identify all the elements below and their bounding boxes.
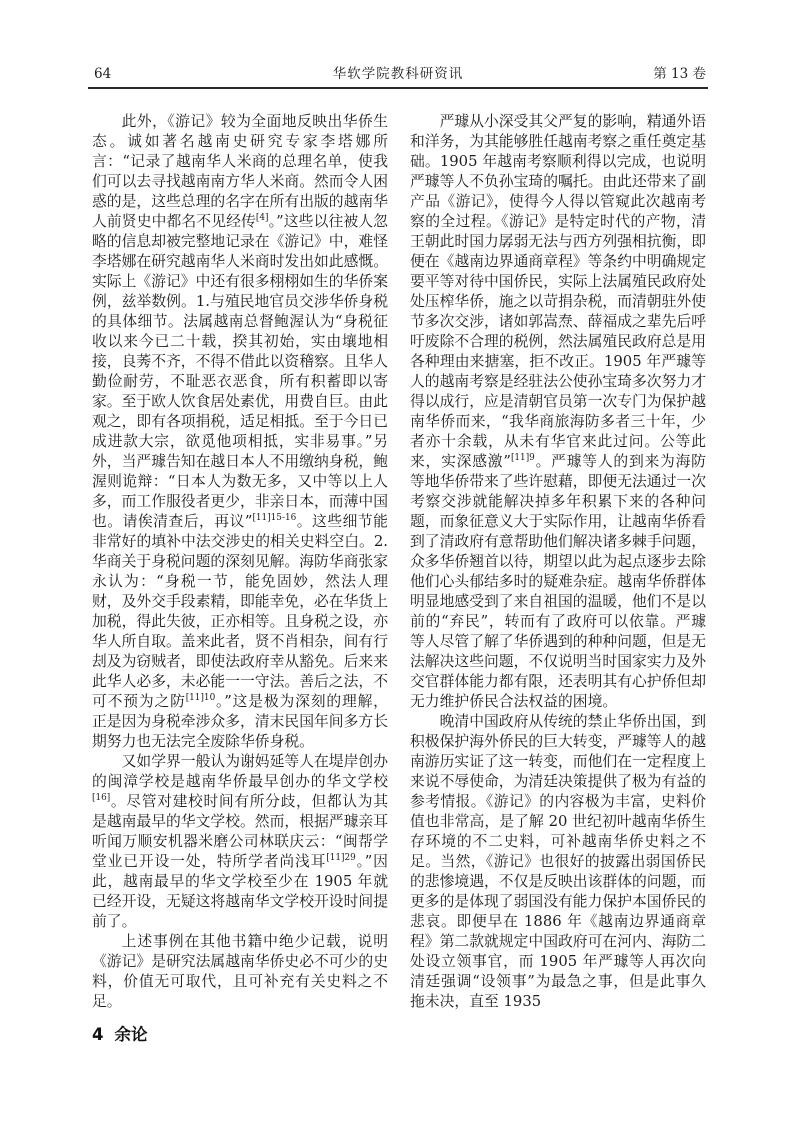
section-number: 4 <box>92 1025 104 1044</box>
citation-superscript: [11]9 <box>510 453 535 464</box>
page-number: 64 <box>94 66 112 82</box>
paragraph: 又如学界一般认为谢妈延等人在堤岸创办的闽漳学校是越南华侨最早创办的华文学校[16]。尽管对建校时间有所分歧，但都认为其是越南最早的华文学校。然而，根据严璩亲耳听闻万顺安机器米磨公司林联庆云：“闽帮学堂业已开设一处，特所学者尚浅耳$^{[11]29}$。”因此，越南最早的华文学校至少在 1905 年就已经开设，无疑这将越南华文学校开设时间提前了。 <box>92 753 388 930</box>
citation-superscript: [4] <box>255 213 269 224</box>
section-heading <box>92 1025 388 1045</box>
journal-title: 华软学院教科研资讯 <box>332 66 464 82</box>
citation-superscript: [16] <box>92 793 111 804</box>
left-column <box>92 112 388 1045</box>
paragraph: 晚清中国政府从传统的禁止华侨出国，到积极保护海外侨民的巨大转变，严璩等人的越南游历实证了这一转变，而他们在一定程度上来说不辱使命，为清廷决策提供了极为有益的参考情报。《游记》的内容极为丰富，史料价值也非常高，是了解 20 世纪初叶越南华侨生存环境的不二史料，可补越南华侨史料之不足。当然，《游记》也很好的披露出弱国侨民的悲惨境遇，不仅是反映出该群体的问题，而更多的是体现了弱国没有能力保护本国侨民的悲哀。即便早在 1886 年《越南边界通商章程》第二款就规定中国政府可在河内、海防二处设立领事官，而 1905 年严璩等人再次向清廷强调“设领事”为最急之事，但是此事久拖未决，直至 1935 <box>410 713 706 1010</box>
citation-superscript: [11]15-16 <box>252 513 297 524</box>
citation-superscript: [11]29 <box>326 853 356 864</box>
citation-superscript: [11]10 <box>185 693 216 704</box>
paragraph: 上述事例在其他书籍中绝少记载，说明《游记》是研究法属越南华侨史必不可少的史料，价值无可取代，且可补充有关史料之不足。 <box>92 933 388 1010</box>
right-column <box>410 112 706 1012</box>
volume-label: 第 13 卷 <box>653 66 706 82</box>
page-header <box>88 64 708 89</box>
section-title: 余论 <box>114 1025 148 1044</box>
paragraph: 严璩从小深受其父严复的影响，精通外语和洋务，为其能够胜任越南考察之重任奠定基础。1905 年越南考察顺利得以完成，也说明严璩等人不负孙宝琦的嘱托。由此还带来了副产品《游记》，使得今人得以管窥此次越南考察的全过程。《游记》是特定时代的产物，清王朝此时国力孱弱无法与西方列强相抗衡，即便在《越南边界通商章程》等条约中明确规定要平等对待中国侨民，实际上法属殖民政府处处压榨华侨，施之以苛捐杂税，而清朝驻外使节多次交涉，诸如郭嵩焘、薛福成之辈先后呼吁废除不合理的税例，然法属殖民政府总是用各种理由来搪塞，拒不改正。1905 年严璩等人的越南考察是经驻法公使孙宝琦多次努力才得以成行，应是清朝官员第一次专门为保护越南华侨而来，“我华商旅海防多者三十年，少者亦十余载，从未有华官来此过问。公等此来，实深感激”$^{[11]9}$。严璩等人的到来为海防等地华侨带来了些许慰藉，即便无法通过一次考察交涉就能解决掉多年积累下来的各种问题，而象征意义大于实际作用，让越南华侨看到了清政府有意帮助他们解决诸多棘手问题，众多华侨翘首以待，期望以此为起点逐步去除他们心头郁结多时的疑难杂症。越南华侨群体明显地感受到了来自祖国的温暖，他们不是以前的“弃民”，转而有了政府可以依靠。严璩等人尽管了解了华侨遇到的种种问题，但是无法解决这些问题，不仅说明当时国家实力及外交官群体能力都有限，还表明其有心护侨但却无力维护侨民合法权益的困境。 <box>410 113 706 710</box>
paragraph: 此外，《游记》较为全面地反映出华侨生态。诚如著名越南史研究专家李塔娜所言：“记录了越南华人米商的总理名单，使我们可以去寻找越南南方华人米商。然而令人困惑的是，这些总理的名字在所有出版的越南华人前贤史中都名不见经传[4]。”这些以往被人忽略的信息却被完整地记录在《游记》中，难怪李塔娜在研究越南华人米商时发出如此感慨。实际上《游记》中还有很多栩栩如生的华侨案例，兹举数例。1.与殖民地官员交涉华侨身税的具体细节。法属越南总督鲍渥认为“身税征收以来今已二十载，揆其初始，实由壤地相接，良莠不齐，不得不借此以资稽察。且华人勤俭耐劳，不耻恶衣恶食，所有积蓄即以寄家。至于欧人饮食居处素优，用费自巨。由此观之，即有各项捐税，适足相抵。至于今日已成进款大宗，欲觅他项相抵，实非易事。”另外，当严璩告知在越日本人不用缴纳身税，鲍渥则诡辩：“日本人为数无多，又中等以上人多，而工作服役者更少，非亲日本，而薄中国也。请俟清查后，再议”$^{[11]15-16}$。这些细节能非常好的填补中法交涉史的相关史料空白。2.华商关于身税问题的深刻见解。海防华商张家永认为：“身税一节，能免固妙，然法人理财，及外交手段素精，即能幸免，必在华货上加税，得此失彼，正亦相等。且身税之设，亦华人所自取。盖来此者，贤不肖相杂，间有行刦及为窃贼者，即使法政府幸从豁免。后来来此华人必多，未必能一一守法。善后之法，不可不预为之防$^{[11]10}$。”这是极为深刻的理解，正是因为身税牵涉众多，清末民国年间多方长期努力也无法完全废除华侨身税。 <box>92 113 388 750</box>
